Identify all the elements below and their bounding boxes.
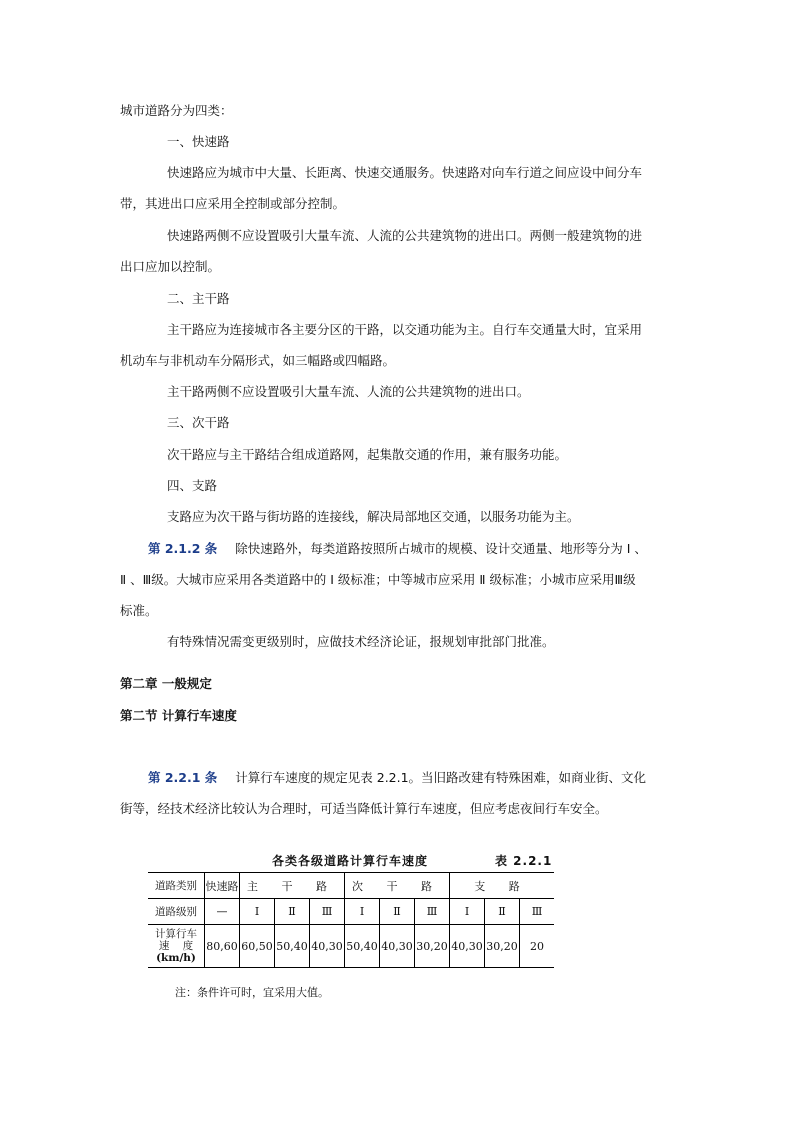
subheading-expressway: 一、快速路 <box>167 134 230 149</box>
table-header-cell <box>148 925 205 968</box>
article-label: 第 2.1.2 条 <box>148 541 218 556</box>
section-heading: 第二节 计算行车速度 <box>120 708 237 723</box>
paragraph: 带，其进出口应采用全控制或部分控制。 <box>120 196 346 211</box>
chapter-heading: 第二章 一般规定 <box>120 676 212 691</box>
table-cell: 40,30 <box>310 925 345 968</box>
paragraph: 次干路应与主干路结合组成道路网，起集散交通的作用，兼有服务功能。 <box>167 447 568 462</box>
subheading-secondary: 三、次干路 <box>167 415 230 430</box>
speed-table <box>148 872 554 968</box>
table-cell: 20 <box>520 925 555 968</box>
article-2-2-1 <box>148 770 646 786</box>
table-cell: — <box>205 899 240 925</box>
paragraph: 标准。 <box>120 603 158 618</box>
table-cell: 50,40 <box>345 925 380 968</box>
paragraph: 街等，经技术经济比较认为合理时，可适当降低计算行车速度，但应考虑夜间行车安全。 <box>120 801 608 816</box>
table-row <box>148 899 554 925</box>
label-line: 计算行车 <box>155 928 197 940</box>
article-2-1-2 <box>148 541 647 557</box>
table-cell: Ⅱ <box>380 899 415 925</box>
table-cell: 30,20 <box>485 925 520 968</box>
table-header-cell: 主 干 路 <box>240 873 345 899</box>
table-cell: 30,20 <box>415 925 450 968</box>
paragraph: 出口应加以控制。 <box>120 259 221 274</box>
table-header-cell: 快速路 <box>205 873 240 899</box>
table-cell: Ⅰ <box>345 899 380 925</box>
paragraph: 支路应为次干路与街坊路的连接线，解决局部地区交通，以服务功能为主。 <box>167 509 580 524</box>
table-cell: Ⅰ <box>240 899 275 925</box>
paragraph: 机动车与非机动车分隔形式，如三幅路或四幅路。 <box>120 353 396 368</box>
paragraph: Ⅱ 、Ⅲ级。大城市应采用各类道路中的 Ⅰ 级标准；中等城市应采用 Ⅱ 级标准；小城市应采用Ⅲ级 <box>120 572 636 587</box>
table-header-cell: 次 干 路 <box>345 873 450 899</box>
label-line: (km/h) <box>156 952 196 964</box>
table-header-cell: 道路级别 <box>148 899 205 925</box>
table-cell: Ⅱ <box>275 899 310 925</box>
table-cell: Ⅱ <box>485 899 520 925</box>
subheading-branch: 四、支路 <box>167 478 218 493</box>
table-cell: 80,60 <box>205 925 240 968</box>
paragraph: 主干路两侧不应设置吸引大量车流、人流的公共建筑物的进出口。 <box>167 384 530 399</box>
table-note: 注：条件许可时，宜采用大值。 <box>175 986 329 999</box>
table-cell: 40,30 <box>450 925 485 968</box>
label-line: 速 度 <box>158 940 194 952</box>
subheading-arterial: 二、主干路 <box>167 291 230 306</box>
table-row <box>148 925 554 968</box>
table-cell: Ⅲ <box>415 899 450 925</box>
paragraph: 快速路应为城市中大量、长距离、快速交通服务。快速路对向车行道之间应设中间分车 <box>167 165 643 180</box>
article-label: 第 2.2.1 条 <box>148 770 218 785</box>
paragraph: 城市道路分为四类： <box>120 103 233 118</box>
paragraph: 快速路两侧不应设置吸引大量车流、人流的公共建筑物的进出口。两侧一般建筑物的进 <box>167 228 643 243</box>
table-cell: 40,30 <box>380 925 415 968</box>
table-cell: 50,40 <box>275 925 310 968</box>
table-cell: Ⅲ <box>520 899 555 925</box>
table-header-cell: 支 路 <box>450 873 555 899</box>
table-header-cell: 道路类别 <box>148 873 205 899</box>
article-text: 除快速路外，每类道路按照所占城市的规模、设计交通量、地形等分为 Ⅰ 、 <box>235 541 647 556</box>
table-cell: Ⅲ <box>310 899 345 925</box>
table-cell: Ⅰ <box>450 899 485 925</box>
paragraph: 主干路应为连接城市各主要分区的干路，以交通功能为主。自行车交通量大时，宜采用 <box>167 322 643 337</box>
article-text: 计算行车速度的规定见表 2.2.1。当旧路改建有特殊困难，如商业街、文化 <box>235 770 647 785</box>
table-cell: 60,50 <box>240 925 275 968</box>
table-row <box>148 873 554 899</box>
table-number: 表 2.2.1 <box>495 854 553 868</box>
table-caption: 各类各级道路计算行车速度 <box>272 854 429 868</box>
paragraph: 有特殊情况需变更级别时，应做技术经济论证，报规划审批部门批准。 <box>167 634 555 649</box>
